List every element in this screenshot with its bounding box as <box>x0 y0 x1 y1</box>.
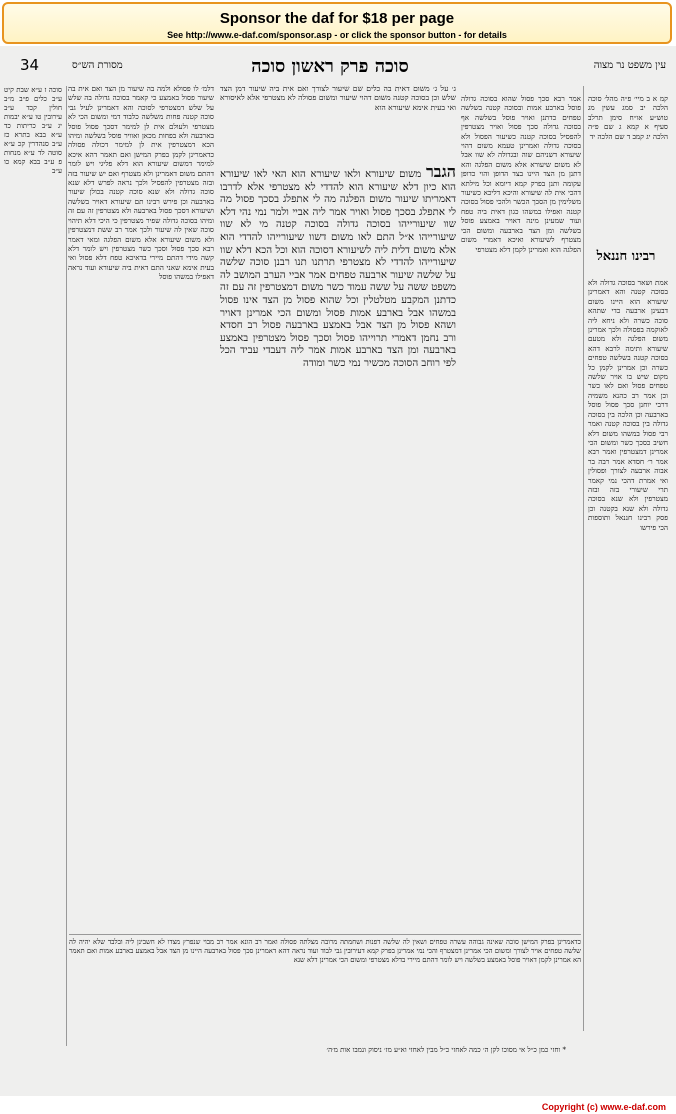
gemara-top-text: ג׳ על ג׳ משום דאית בה כלים שם שיעור לצורך ואם אית ביה שיעור דמן הצד שלש וכן בסוכה קטנה משום דהוי שיעור ומשום פסולה לא מצטרפי אלא לאיסורא ואי בעית אימא שיעורא הוא <box>220 84 456 112</box>
gemara-head: הגבר <box>425 166 456 181</box>
page-header <box>0 56 676 76</box>
page-number: 34 <box>20 56 40 74</box>
section-divider <box>69 934 581 935</box>
tosafot-column: דלמ׳ לו פסולא ולמה בה שיעור מן הצד ואם אית בה שיעור פסול באמצע כי קאמר בסוכה גדולה בה שלש על שלש דמצטרפי לסוכה והא דאמרינן לעיל גבי סוכה קטנה פחות משלשה כלבוד דמי ומשום הכי לא מצטרפי ולעולם אית לן למימר דסכך פסול פוסל בארבעה ולא בפחות מכאן ואוויר פוסל בשלשה ומיהו הכא דמצטרפין אית לן למימר דכולה פסולה כדאמרינן לקמן בפרק המישן ואם תאמר דהא איכא למימר דמשום שיעורא הוא דלא פליגי ויש לומר דהתם משום דאמרינן ולא מצטרף ואם יש שיעור בזה ובזה מצטרפין להפסיל ולכך נראה לפרש דלא שנא סוכה גדולה ולא שנא סוכה קטנה בכולן שיעור בארבעה וכן פירש רבינו תם שיעורא דאויר בשלשה ושיעורא דסכך פסול בארבעה ולא מצטרפין זה עם זה ומיהו בסוכה גדולה שפיר מצטרפין כי היכי דלא תיהוי סוכה שאין לה שיעור ולכך אמר רב ששת דמצטרפין ולא משום שיעורא אלא משום הפלגה ומאי דאמר רבא סכך פסול וסכך כשר מצטרפין ויש לומר דלא קשה מידי דהתם מיירי בדאיכא טפח דלא פסול ואי בעית אימא שאני התם דאית ביה שיעורא ועוד נראה דאפילו במשהו פוסל <box>68 84 214 282</box>
rashi-column: אמר רבא סכך פסול שהוא בסוכה גדולה פוסל בארבע אמות ובסוכה קטנה בשלשה טפחים כדתנן ואויר פוסל בשלשה אף בסוכה גדולה סכך פסול ואויר מצטרפין להפסיל בסוכה קטנה כשיעור הפסול ולא בסוכה גדולה ואמרינן טעמא משום דהוי שיעורא דשניהם שוה ובגדולה לא שוו אבל לא משום שיעורא אלא משום הפלגה והא דתנן מן הצד היינו בצד הדופן והוי כדופן עקומה ותנן בפרק קמא דיומא וכל מילתא דהכי אית לה שיעורא והיכא דליכא כשיעור משלימין מן הסכך הכשר ולהכי פסול בסוכה קטנה ואפילו במשהו כגון דאית ביה טפח ועוד שמעינן מינה דאויר באמצע פוסל בשלשה ומן הצד בארבעה ומשום הכי מצטרף לשיעורא ואיכא דאמרי משום הפלגה הוא ואמרינן לקמן דלא מצטרפי <box>461 94 581 254</box>
bottom-commentary: כדאמרינן בפרק המישן סוכה שאינה גבוהה עשרה טפחים ושאין לה שלשה דפנות ושחמתה מרובה מצלתה פסולה ואמר רב הונא אמר רב מבוי שנפרץ מצדו לא חשבינן ליה ובלבד שלא יהיה לה שלשה טפחים אויר לצורך ומשום הכי אמרינן דמצטרף והכי נמי אמרינן בפרק קמא דעירובין גבי לבוד ועוד נראה דהא דאמרינן סכך פסול בארבעה היינו מן הצד אבל באמצע בארבע אמות ואם תאמר הא אמרינן לקמן דאויר פוסל באמצע בשלשה ויש לומר דהתם מיירי בדלא מצטרפי ומשום הכי אמרינן דלא שנא <box>69 938 581 964</box>
ein-mishpat-column: קמ א ב מיי׳ פ״ה מהל׳ סוכה הלכה יב סמג עשין מג טוש״ע או״ח סימן תרלב סעיף א קמא ג שם פ״ה הלכה יג קמב ד שם הלכה יד <box>588 94 668 141</box>
ein-mishpat-label: עין משפט נר מצוה <box>593 60 666 71</box>
masoret-label: מסורת הש״ס <box>72 60 123 71</box>
page-title: סוכה פרק ראשון סוכה <box>251 56 409 77</box>
column-divider <box>66 86 67 1046</box>
sponsor-title: Sponsor the daf for $18 per page <box>219 10 455 27</box>
sponsor-subtitle[interactable]: See http://www.e-daf.com/sponsor.asp - or click the sponsor button - for details <box>167 30 507 40</box>
footnotes: * וחזי כמן כ״ל אי מסוכו לקן ה׳ כמה לאחזי כ״ל מבין לאחזי וא״ע מז׳ ניסוק ונמבו אות מ׳ה׳ <box>326 1046 566 1054</box>
column-divider <box>583 86 584 1031</box>
sponsor-banner[interactable] <box>2 2 672 44</box>
masoret-column: סוכה ז ע״א שבת קיט ע״ב כלים פ״ב מ״ב חולין קכד ע״ב עירובין טו ע״א יבמות יג ע״ב כריתות כד ע״א בבא בתרא כז ע״ב סנהדרין קכ ע״א סוטה לד ע״א מנחות פ ע״ב בבא קמא כו ע״ב <box>4 86 62 175</box>
gemara-column <box>220 166 456 906</box>
rabbeinu-chananel-column: אמת ושאר בסוכה גדולה ולא בסוכה קטנה והא דאמרינן שיעורא הוא היינו משום דבעינן ארבעה כדי שתהא סוכה כשרה ולא ניחא ליה לאוקמה בפסולה ולכך אמרינן משום הפלגה ולא מטעם שיעורא ותימה לרבא דהא בסוכה קטנה בשלשה טפחים כשרה וכן אמרינן לקמן כל מקום שיש בו אויר שלשה טפחים פסול ואם לאו כשר וכן אמר רב כהנא משמיה דרבי יוחנן סכך פסול פוסל בארבעה וכן הלכה בין בסוכה גדולה בין בסוכה קטנה ואמר רבי פסול במשהו משום דלא חשיב כסכך כשר ומשום הכי אמרינן דמצטרפין ואמר רבא אמר ר׳ חסדא אמר רבה בר אבוה ארבעה לצורך ופסולין ואי אמרת דהכי נמי קאמר תרי שיעורי בזה ובזה מצטרפין ולא שנא בסוכה גדולה ולא שנא בקטנה וכן פסק רבינו חננאל ותוספות הכי פירשו <box>588 278 668 532</box>
gemara-text: משום שיעורא ולאו שיעורא הוא האי לאו שיעורא הוא כיון דלא שיעורא הוא להדדי לא מצטרפי אלא לדרבו דאמריתו שיעור משום הפלגה מה לי אתפלג בסכך פסול מה לי אתפלג בסכך פסול ואויר אמר ליה אביי ולמר נמי נהי דלא שוו שיעורייהו בסוכה גדולה בסוכה קטנה מי לא שוו שיעורייהו א״ל התם לאו משום דשוו שיעורייהו להדדי הוא אלא משום דלית ליה לשיעורא דסוכה הוא וכל הכא דלא שוו שיעורייהו להדדי לא מצטרפי תרתנו תנו רבנן סוכה שלשה על שלשה שיעור ארבעה טפחים אמר אביי הערב המושב לה משפט ששה על ששה עמוד כשר משום דמצטרפין זה עם זה כדתנן המקבע מטלטלין וכל שהוא פסול מן הצד אינו פסול במשהו אבל בארבע אמות פסול ומשום הכי אמרינן דאויר ושהא פסול מן הצד אבל באמצע בארבעה פסול רב חסדא ורב נחמן דאמרי תרוייהו פסול וסכך פסול מצטרפין באמצע בארבעה ומן הצד בארבע אמות אמר ליה דעבדי עביד הכל לפי רוחב הסוכה מכשיר נמי כשר ומודה <box>220 169 456 369</box>
talmud-page <box>0 46 676 1096</box>
rabbeinu-chananel-title: רבינו חננאל <box>596 249 656 264</box>
copyright-footer: Copyright (c) www.e-daf.com <box>541 1102 666 1112</box>
